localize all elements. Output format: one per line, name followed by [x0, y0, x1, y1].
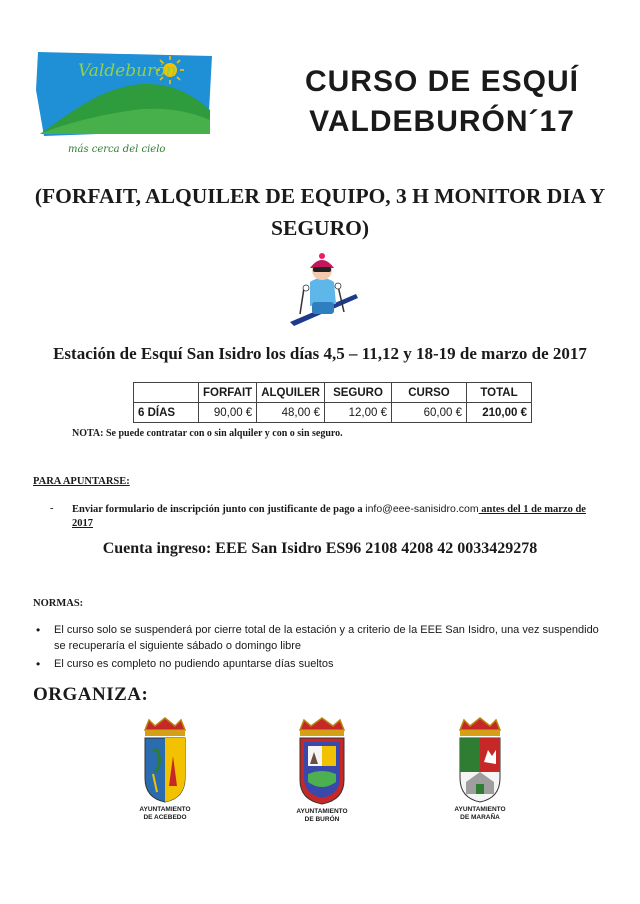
row-label-6-dias: 6 DÍAS [134, 403, 199, 423]
title-line-2: VALDEBURÓN´17 [309, 105, 575, 138]
skier-icon [286, 252, 360, 328]
acebedo-shield-icon [139, 716, 191, 804]
course-includes-subtitle [20, 180, 620, 244]
bullet-icon: • [36, 657, 41, 671]
buron-shield-icon [294, 716, 350, 806]
price-table-row [134, 403, 532, 423]
value-total: 210,00 € [466, 403, 531, 423]
contact-email-link[interactable]: info@eee-sanisidro.com [365, 503, 479, 515]
marana-caption [430, 806, 530, 822]
acebedo-coat-of-arms [115, 716, 215, 822]
acebedo-caption-line-2: DE ACEBEDO [143, 814, 187, 821]
bank-account-text: Cuenta ingreso: EEE San Isidro ES96 2108 4208 42 0033429278 [102, 540, 538, 557]
title-line-1: CURSO DE ESQUÍ [304, 65, 580, 98]
acebedo-caption [115, 806, 215, 822]
apuntarse-heading: PARA APUNTARSE: [33, 476, 130, 487]
organiza-heading: ORGANIZA: [33, 684, 149, 705]
logo-brand-text: Valdeburón [78, 61, 177, 81]
value-alquiler: 48,00 € [257, 403, 325, 423]
norma-text: El curso es completo no pudiendo apuntarse días sueltos [54, 658, 334, 670]
marana-shield-icon [454, 716, 506, 804]
header-curso: CURSO [391, 383, 466, 403]
marana-coat-of-arms [430, 716, 530, 822]
buron-caption-line-2: DE BURÓN [304, 816, 340, 823]
value-curso: 60,00 € [391, 403, 466, 423]
logo-tagline: más cerca del cielo [68, 144, 166, 155]
buron-caption [272, 808, 372, 824]
header-seguro: SEGURO [324, 383, 391, 403]
course-dates: Estación de Esquí San Isidro los días 4,5 – 11,12 y 18-19 de marzo de 2017 [53, 344, 587, 363]
apuntarse-instruction [50, 502, 606, 531]
apuntarse-text: Enviar formulario de inscripción junto con justificante de pago a [72, 504, 366, 515]
value-forfait: 90,00 € [199, 403, 257, 423]
apuntarse-deadline: antes del 1 de marzo de 2017 [72, 504, 586, 529]
dash-marker: - [50, 503, 54, 514]
price-table-header-row [134, 383, 532, 403]
nota-text: NOTA: Se puede contratar con o sin alquiler y con o sin seguro. [72, 428, 343, 439]
page-title [262, 62, 622, 142]
bullet-icon: • [36, 623, 41, 637]
norma-text: El curso solo se suspenderá por cierre total de la estación y a criterio de la EEE San Isidro, una vez suspendido se recuperaría el siguiente sábado o domingo libre [54, 624, 599, 652]
buron-caption-line-1: AYUNTAMIENTO [296, 808, 348, 815]
buron-coat-of-arms [272, 716, 372, 824]
normas-heading: NORMAS: [33, 598, 84, 609]
value-seguro: 12,00 € [324, 403, 391, 423]
acebedo-caption-line-1: AYUNTAMIENTO [139, 806, 191, 813]
marana-caption-line-2: DE MARAÑA [460, 814, 500, 821]
header-alquiler: ALQUILER [257, 383, 325, 403]
marana-caption-line-1: AYUNTAMIENTO [454, 806, 506, 813]
valdeburon-logo [34, 50, 218, 160]
norma-item [36, 656, 606, 672]
subtitle-line-2: SEGURO) [271, 216, 369, 240]
norma-item [36, 622, 606, 654]
header-total: TOTAL [466, 383, 531, 403]
header-forfait: FORFAIT [199, 383, 257, 403]
price-table [133, 382, 532, 423]
subtitle-line-1: (FORFAIT, ALQUILER DE EQUIPO, 3 H MONITOR DIA Y [34, 184, 606, 208]
apuntarse-text-block [72, 502, 606, 531]
header-empty-cell [134, 383, 199, 403]
